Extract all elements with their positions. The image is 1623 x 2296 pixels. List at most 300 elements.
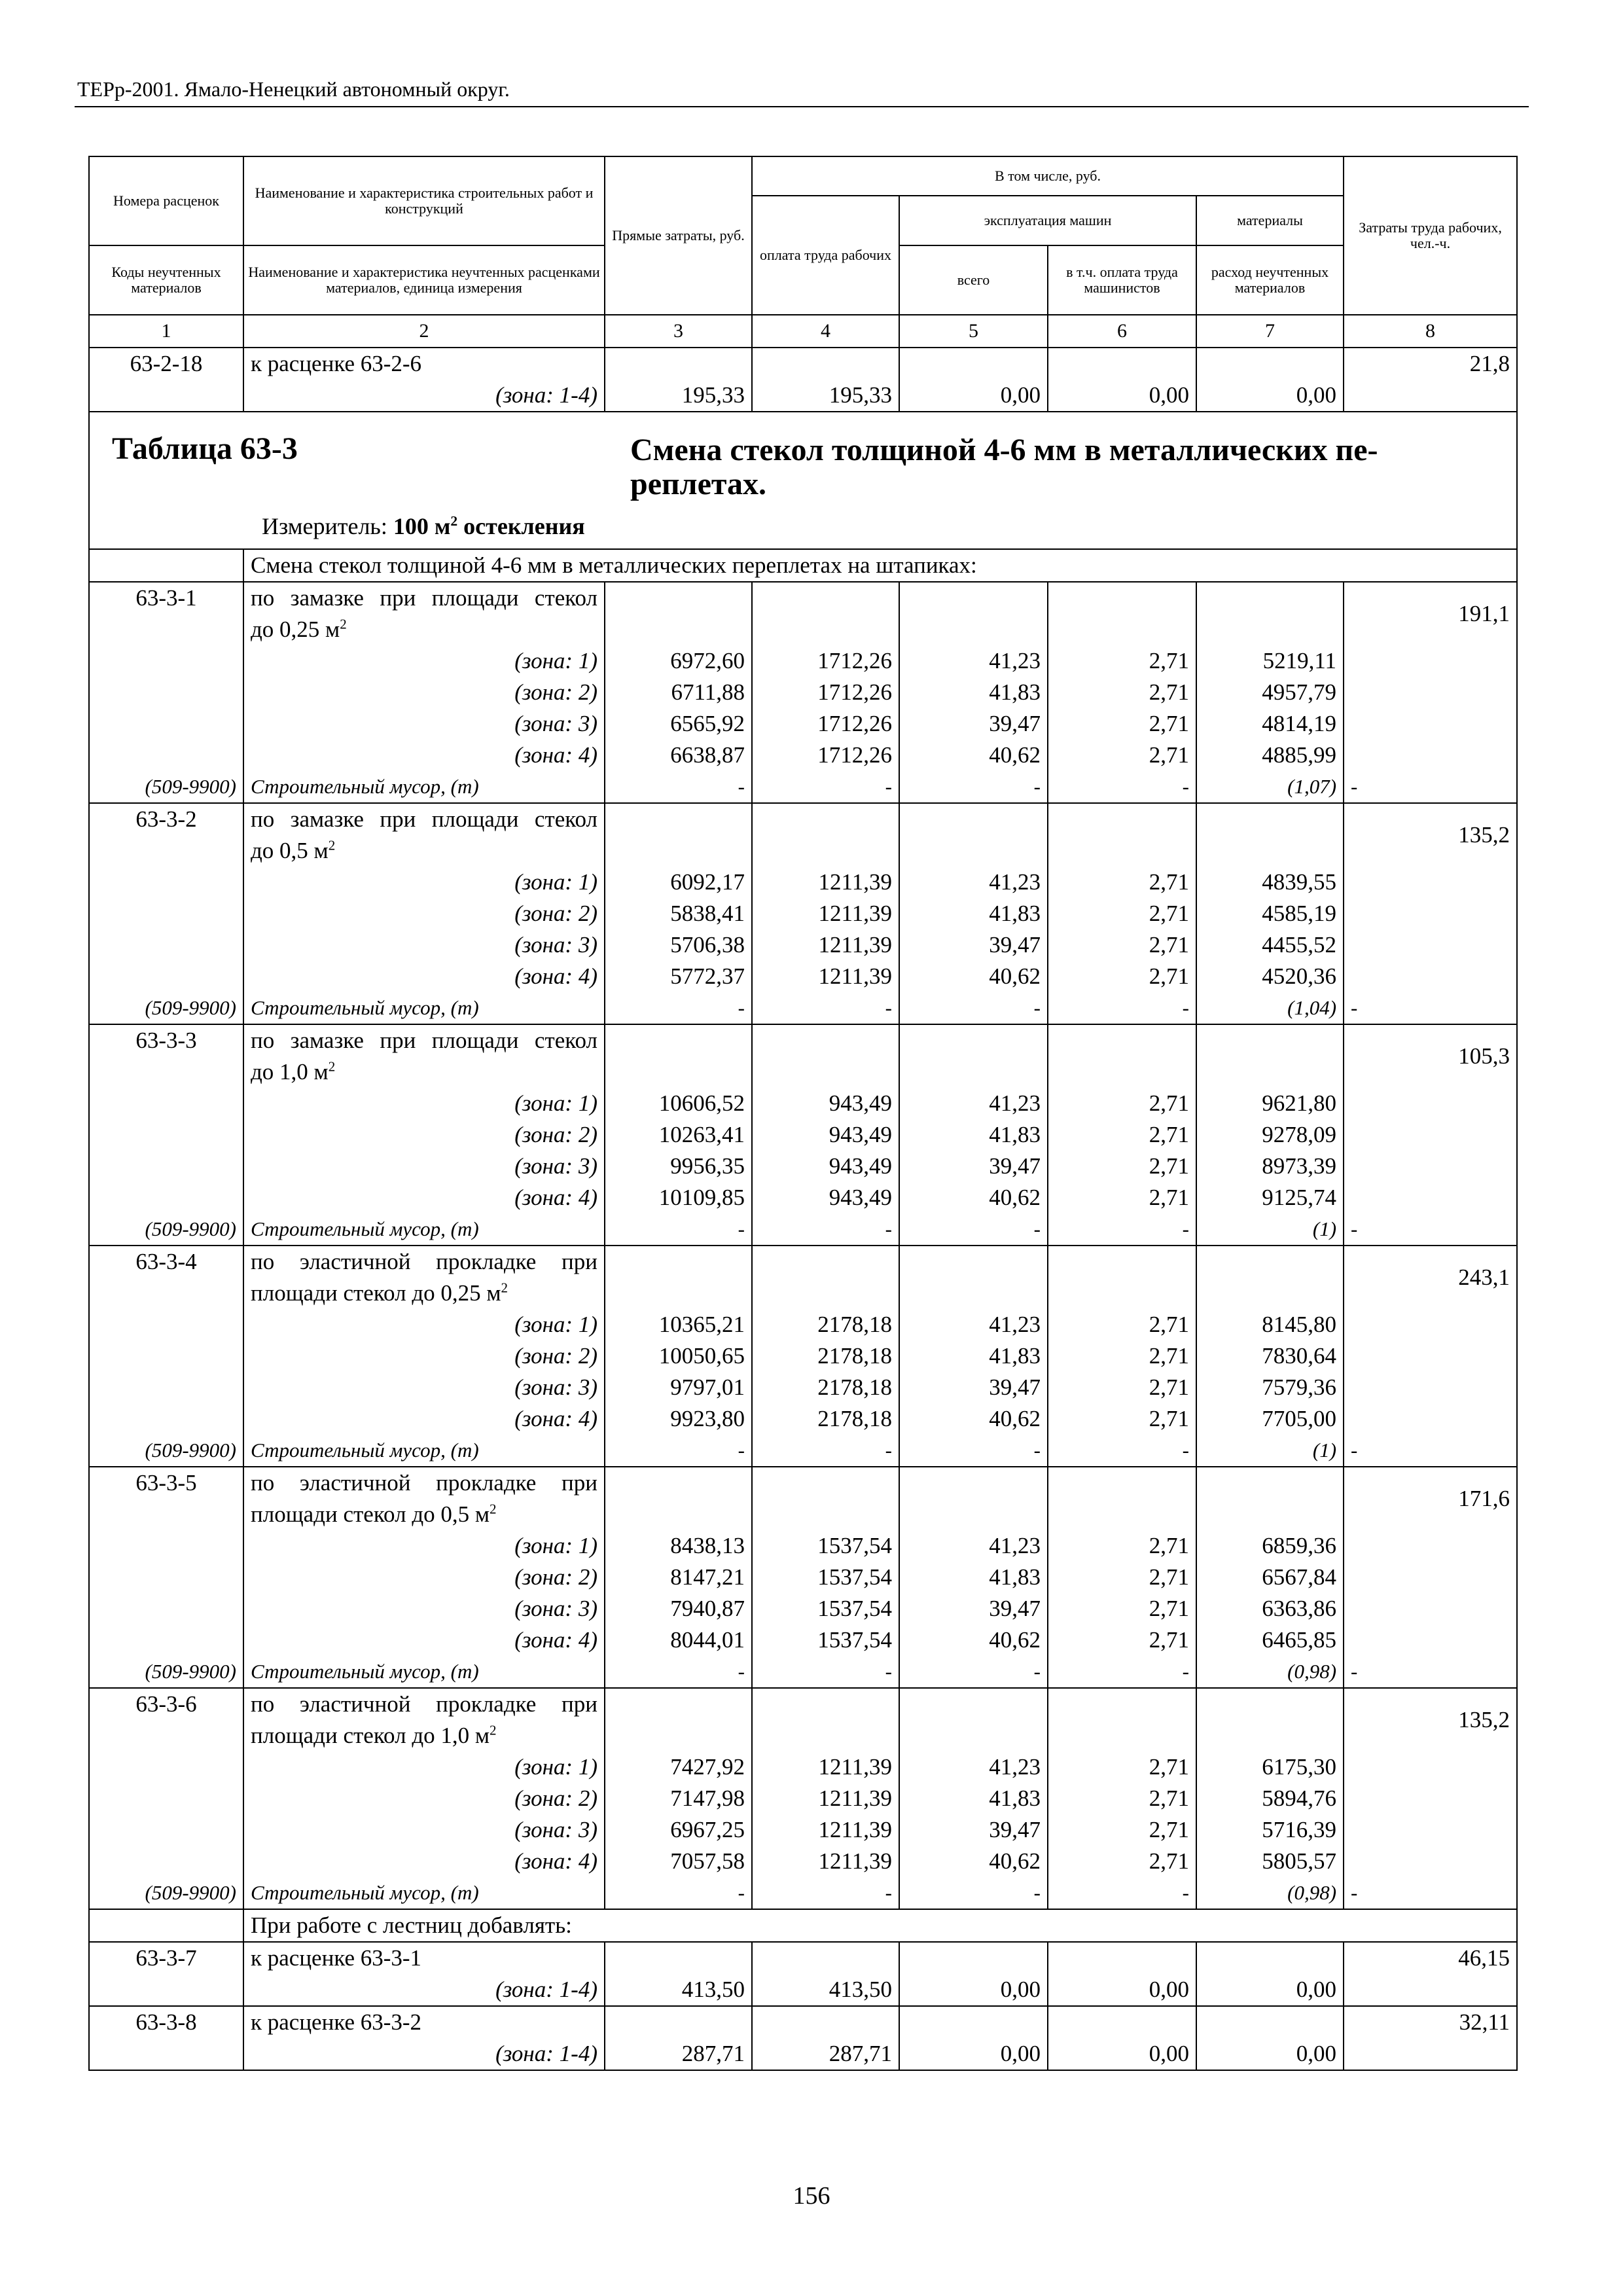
table-row — [89, 1467, 1517, 1499]
hdr-material-codes: Коды неучтенных материалов — [89, 245, 243, 315]
empty-cell — [605, 582, 752, 614]
empty-cell — [89, 1372, 243, 1403]
empty-cell — [89, 1309, 243, 1340]
value-cell: 2,71 — [1048, 1751, 1196, 1783]
value-cell: 0,00 — [1048, 1974, 1196, 2006]
zone-label: (зона: 2) — [243, 1340, 605, 1372]
table-row — [89, 1562, 1517, 1593]
value-cell: 8147,21 — [605, 1562, 752, 1593]
table-title-cell — [89, 412, 1517, 549]
value-cell: 0,00 — [1048, 380, 1196, 412]
empty-cell — [1196, 1688, 1344, 1720]
empty-cell — [1344, 1151, 1517, 1182]
empty-cell — [89, 961, 243, 992]
table-row — [89, 1530, 1517, 1562]
table-row — [89, 1783, 1517, 1814]
empty-cell — [1344, 2038, 1517, 2070]
table-row — [89, 1309, 1517, 1340]
zone-label: (зона: 3) — [243, 1151, 605, 1182]
value-cell: 41,83 — [899, 677, 1048, 708]
empty-cell — [1344, 708, 1517, 740]
value-cell: 1712,26 — [752, 677, 899, 708]
table-row — [89, 1751, 1517, 1783]
value-cell: 2,71 — [1048, 1624, 1196, 1656]
value-cell: 2178,18 — [752, 1309, 899, 1340]
value-cell: 5706,38 — [605, 929, 752, 961]
hdr-direct-costs: Прямые затраты, руб. — [605, 156, 752, 315]
labor-cost: 171,6 — [1344, 1467, 1517, 1530]
zone-label: (зона: 1) — [243, 867, 605, 898]
empty-cell — [1048, 582, 1196, 614]
rate-description-cont: до 0,25 $м^2$ — [243, 614, 605, 645]
value-cell: 2,71 — [1048, 1846, 1196, 1877]
empty-cell — [1196, 835, 1344, 867]
empty-cell — [605, 835, 752, 867]
value-cell: 1211,39 — [752, 1751, 899, 1783]
value-cell: 9956,35 — [605, 1151, 752, 1182]
empty-cell — [89, 677, 243, 708]
value-cell: 4520,36 — [1196, 961, 1344, 992]
material-labor: - — [1344, 992, 1517, 1024]
value-cell: 6175,30 — [1196, 1751, 1344, 1783]
empty-cell — [752, 1499, 899, 1530]
empty-cell — [89, 708, 243, 740]
table-row — [89, 412, 1517, 549]
col-number: 5 — [899, 315, 1048, 348]
zone-label: (зона: 4) — [243, 1624, 605, 1656]
value-cell: 10606,52 — [605, 1088, 752, 1119]
rates-body — [89, 348, 1517, 2070]
empty-cell — [1196, 1942, 1344, 1974]
value-cell: 1211,39 — [752, 898, 899, 929]
table-row — [89, 1403, 1517, 1435]
empty-cell — [89, 1056, 243, 1088]
col-number: 7 — [1196, 315, 1344, 348]
value-cell: 8044,01 — [605, 1624, 752, 1656]
value-cell: 0,00 — [899, 1974, 1048, 2006]
table-row — [89, 1246, 1517, 1278]
empty-cell — [899, 614, 1048, 645]
zone-label: (зона: 4) — [243, 1182, 605, 1213]
empty-cell — [899, 835, 1048, 867]
empty-cell — [1344, 645, 1517, 677]
material-qty: (1,07) — [1196, 771, 1344, 803]
value-cell: 1712,26 — [752, 645, 899, 677]
empty-cell — [1048, 835, 1196, 867]
empty-cell — [605, 614, 752, 645]
material-code: (509-9900) — [89, 1213, 243, 1246]
empty-cell — [899, 2006, 1048, 2038]
value-cell: 943,49 — [752, 1119, 899, 1151]
value-cell: 1712,26 — [752, 708, 899, 740]
empty-cell — [1344, 1593, 1517, 1624]
empty-cell — [752, 1278, 899, 1309]
empty-cell — [1196, 1246, 1344, 1278]
rate-code: 63-2-18 — [89, 348, 243, 380]
value-cell: 2,71 — [1048, 1403, 1196, 1435]
empty-cell — [1048, 1056, 1196, 1088]
hdr-machines: эксплуатация машин — [899, 196, 1196, 245]
value-cell: 9125,74 — [1196, 1182, 1344, 1213]
value-cell: 7147,98 — [605, 1783, 752, 1814]
value-cell: 943,49 — [752, 1182, 899, 1213]
empty-cell — [1344, 1846, 1517, 1877]
hdr-material-names: Наименование и характеристика неучтенных расценками материалов, единица измерения — [243, 245, 605, 315]
empty-cell — [89, 1624, 243, 1656]
col-number: 1 — [89, 315, 243, 348]
table-row — [89, 867, 1517, 898]
rate-code: 63-3-4 — [89, 1246, 243, 1278]
material-name: Строительный мусор, (т) — [243, 1213, 605, 1246]
dash-cell: - — [752, 1877, 899, 1909]
hdr-operator-pay: в т.ч. оплата труда машинистов — [1048, 245, 1196, 315]
value-cell: 943,49 — [752, 1088, 899, 1119]
value-cell: 2,71 — [1048, 1182, 1196, 1213]
rate-code: 63-3-5 — [89, 1467, 243, 1499]
value-cell: 2,71 — [1048, 1562, 1196, 1593]
value-cell: 2,71 — [1048, 1783, 1196, 1814]
material-qty: (0,98) — [1196, 1656, 1344, 1688]
empty-cell — [752, 2006, 899, 2038]
table-row — [89, 961, 1517, 992]
dash-cell: - — [899, 1213, 1048, 1246]
zone-label: (зона: 1-4) — [243, 2038, 605, 2070]
table-row — [89, 614, 1517, 645]
zone-label: (зона: 3) — [243, 1593, 605, 1624]
value-cell: 39,47 — [899, 1814, 1048, 1846]
empty-cell — [1344, 1088, 1517, 1119]
dash-cell: - — [1048, 1213, 1196, 1246]
material-name: Строительный мусор, (т) — [243, 992, 605, 1024]
value-cell: 40,62 — [899, 1846, 1048, 1877]
table-row — [89, 1624, 1517, 1656]
empty-cell — [899, 1056, 1048, 1088]
dash-cell: - — [1048, 771, 1196, 803]
dash-cell: - — [605, 1435, 752, 1467]
empty-cell — [89, 1720, 243, 1751]
dash-cell: - — [752, 992, 899, 1024]
empty-cell — [752, 1688, 899, 1720]
empty-cell — [752, 1024, 899, 1056]
zone-label: (зона: 1) — [243, 1088, 605, 1119]
empty-cell — [752, 803, 899, 835]
value-cell: 10365,21 — [605, 1309, 752, 1340]
value-cell: 5805,57 — [1196, 1846, 1344, 1877]
value-cell: 4957,79 — [1196, 677, 1344, 708]
hdr-material-usage: расход неучтенных материалов — [1196, 245, 1344, 315]
value-cell: 5894,76 — [1196, 1783, 1344, 1814]
empty-cell — [752, 1942, 899, 1974]
dash-cell: - — [1048, 1656, 1196, 1688]
value-cell: 5838,41 — [605, 898, 752, 929]
value-cell: 2,71 — [1048, 1119, 1196, 1151]
value-cell: 2,71 — [1048, 929, 1196, 961]
zone-label: (зона: 3) — [243, 1814, 605, 1846]
labor-cost: 32,11 — [1344, 2006, 1517, 2038]
empty-cell — [89, 1593, 243, 1624]
table-row — [89, 1877, 1517, 1909]
empty-cell — [752, 348, 899, 380]
zone-label: (зона: 3) — [243, 708, 605, 740]
value-cell: 4455,52 — [1196, 929, 1344, 961]
material-labor: - — [1344, 1213, 1517, 1246]
empty-cell — [605, 1499, 752, 1530]
table-row — [89, 1656, 1517, 1688]
dash-cell: - — [752, 771, 899, 803]
value-cell: 6092,17 — [605, 867, 752, 898]
hdr-rate-numbers: Номера расценок — [89, 156, 243, 245]
empty-cell — [605, 1467, 752, 1499]
empty-cell — [89, 1751, 243, 1783]
empty-cell — [752, 835, 899, 867]
table-row — [89, 1088, 1517, 1119]
measure-value: 100 $м^2$ остекления — [393, 513, 585, 539]
empty-cell — [89, 1974, 243, 2006]
value-cell: 195,33 — [605, 380, 752, 412]
value-cell: 10263,41 — [605, 1119, 752, 1151]
value-cell: 9278,09 — [1196, 1119, 1344, 1151]
empty-cell — [1196, 1720, 1344, 1751]
rate-description: к расценке 63-3-2 — [243, 2006, 605, 2038]
empty-cell — [89, 740, 243, 771]
empty-cell — [1196, 582, 1344, 614]
zone-label: (зона: 2) — [243, 1119, 605, 1151]
empty-cell — [752, 1246, 899, 1278]
value-cell: 41,23 — [899, 1088, 1048, 1119]
value-cell: 39,47 — [899, 1151, 1048, 1182]
value-cell: 6565,92 — [605, 708, 752, 740]
empty-cell — [89, 1340, 243, 1372]
running-head: ТЕРр-2001. Ямало-Ненецкий автономный округ. — [77, 77, 510, 101]
empty-cell — [89, 1909, 243, 1942]
empty-cell — [1196, 1499, 1344, 1530]
value-cell: 41,83 — [899, 898, 1048, 929]
empty-cell — [89, 1499, 243, 1530]
empty-cell — [1344, 677, 1517, 708]
table-row — [89, 1340, 1517, 1372]
value-cell: 1712,26 — [752, 740, 899, 771]
rate-description: по замазке при площади стекол — [243, 1024, 605, 1056]
value-cell: 413,50 — [752, 1974, 899, 2006]
empty-cell — [899, 1499, 1048, 1530]
value-cell: 1211,39 — [752, 867, 899, 898]
empty-cell — [899, 1467, 1048, 1499]
empty-cell — [1344, 961, 1517, 992]
value-cell: 40,62 — [899, 1624, 1048, 1656]
value-cell: 4885,99 — [1196, 740, 1344, 771]
col-number: 6 — [1048, 315, 1196, 348]
section-heading: При работе с лестниц добавлять: — [243, 1909, 1517, 1942]
page-number: 156 — [793, 2182, 830, 2210]
value-cell: 41,23 — [899, 1309, 1048, 1340]
value-cell: 2,71 — [1048, 1309, 1196, 1340]
value-cell: 6859,36 — [1196, 1530, 1344, 1562]
empty-cell — [89, 1151, 243, 1182]
value-cell: 2,71 — [1048, 1530, 1196, 1562]
value-cell: 4814,19 — [1196, 708, 1344, 740]
value-cell: 6363,86 — [1196, 1593, 1344, 1624]
value-cell: 2,71 — [1048, 867, 1196, 898]
empty-cell — [89, 1088, 243, 1119]
empty-cell — [899, 1942, 1048, 1974]
value-cell: 6972,60 — [605, 645, 752, 677]
value-cell: 2178,18 — [752, 1372, 899, 1403]
empty-cell — [1048, 2006, 1196, 2038]
table-row — [89, 1974, 1517, 2006]
empty-cell — [89, 898, 243, 929]
rate-code: 63-3-7 — [89, 1942, 243, 1974]
table-row — [89, 835, 1517, 867]
value-cell: 2,71 — [1048, 1814, 1196, 1846]
dash-cell: - — [605, 1877, 752, 1909]
value-cell: 1537,54 — [752, 1593, 899, 1624]
dash-cell: - — [752, 1435, 899, 1467]
rate-description-cont: до 1,0 $м^2$ — [243, 1056, 605, 1088]
value-cell: 0,00 — [899, 2038, 1048, 2070]
table-row — [89, 348, 1517, 380]
col-number: 8 — [1344, 315, 1517, 348]
empty-cell — [899, 348, 1048, 380]
rate-description-cont: до 0,5 $м^2$ — [243, 835, 605, 867]
value-cell: 6967,25 — [605, 1814, 752, 1846]
value-cell: 1537,54 — [752, 1562, 899, 1593]
value-cell: 10050,65 — [605, 1340, 752, 1372]
material-labor: - — [1344, 771, 1517, 803]
table-title — [96, 412, 1510, 548]
value-cell: 40,62 — [899, 740, 1048, 771]
empty-cell — [899, 582, 1048, 614]
value-cell: 1537,54 — [752, 1530, 899, 1562]
dash-cell: - — [899, 1877, 1048, 1909]
table-row — [89, 771, 1517, 803]
value-cell: 1211,39 — [752, 961, 899, 992]
table-row — [89, 1119, 1517, 1151]
dash-cell: - — [1048, 1877, 1196, 1909]
value-cell: 7940,87 — [605, 1593, 752, 1624]
value-cell: 0,00 — [1048, 2038, 1196, 2070]
value-cell: 39,47 — [899, 929, 1048, 961]
empty-cell — [1048, 1246, 1196, 1278]
value-cell: 9621,80 — [1196, 1088, 1344, 1119]
empty-cell — [1344, 1182, 1517, 1213]
empty-cell — [752, 1720, 899, 1751]
empty-cell — [1344, 1340, 1517, 1372]
rate-description: к расценке 63-3-1 — [243, 1942, 605, 1974]
empty-cell — [899, 1246, 1048, 1278]
rate-description: по замазке при площади стекол — [243, 582, 605, 614]
dash-cell: - — [605, 1213, 752, 1246]
labor-cost: 21,8 — [1344, 348, 1517, 380]
dash-cell: - — [752, 1213, 899, 1246]
value-cell: 7830,64 — [1196, 1340, 1344, 1372]
table-row — [89, 740, 1517, 771]
table-row — [89, 1213, 1517, 1246]
header-rule — [75, 106, 1529, 107]
rate-description: по замазке при площади стекол — [243, 803, 605, 835]
value-cell: 7579,36 — [1196, 1372, 1344, 1403]
empty-cell — [1344, 1119, 1517, 1151]
empty-cell — [89, 1530, 243, 1562]
hdr-labor-costs: Затраты труда рабочих, чел.-ч. — [1344, 156, 1517, 315]
zone-label: (зона: 1-4) — [243, 1974, 605, 2006]
empty-cell — [752, 1056, 899, 1088]
zone-label: (зона: 2) — [243, 677, 605, 708]
table-row — [89, 1372, 1517, 1403]
empty-cell — [605, 1024, 752, 1056]
zone-label: (зона: 3) — [243, 1372, 605, 1403]
empty-cell — [1344, 1624, 1517, 1656]
col-number: 4 — [752, 315, 899, 348]
value-cell: 40,62 — [899, 1403, 1048, 1435]
empty-cell — [1344, 380, 1517, 412]
empty-cell — [1048, 1278, 1196, 1309]
table-row — [89, 1499, 1517, 1530]
empty-cell — [89, 867, 243, 898]
value-cell: 2178,18 — [752, 1340, 899, 1372]
hdr-machines-total: всего — [899, 245, 1048, 315]
empty-cell — [1344, 1974, 1517, 2006]
value-cell: 6567,84 — [1196, 1562, 1344, 1593]
material-qty: (1,04) — [1196, 992, 1344, 1024]
empty-cell — [1048, 1688, 1196, 1720]
value-cell: 8438,13 — [605, 1530, 752, 1562]
empty-cell — [1344, 1372, 1517, 1403]
value-cell: 287,71 — [752, 2038, 899, 2070]
empty-cell — [89, 1814, 243, 1846]
table-row — [89, 1846, 1517, 1877]
rate-code: 63-3-2 — [89, 803, 243, 835]
value-cell: 40,62 — [899, 961, 1048, 992]
material-code: (509-9900) — [89, 1877, 243, 1909]
zone-label: (зона: 1) — [243, 645, 605, 677]
value-cell: 41,23 — [899, 1751, 1048, 1783]
value-cell: 0,00 — [1196, 1974, 1344, 2006]
table-number: Таблица 63-3 — [112, 431, 298, 466]
hdr-including: В том числе, руб. — [752, 156, 1344, 196]
value-cell: 4839,55 — [1196, 867, 1344, 898]
empty-cell — [89, 1278, 243, 1309]
value-cell: 2,71 — [1048, 708, 1196, 740]
table-row — [89, 380, 1517, 412]
table-row — [89, 582, 1517, 614]
table-row — [89, 677, 1517, 708]
value-cell: 41,83 — [899, 1562, 1048, 1593]
labor-cost: 105,3 — [1344, 1024, 1517, 1088]
value-cell: 7057,58 — [605, 1846, 752, 1877]
empty-cell — [89, 929, 243, 961]
empty-cell — [1344, 898, 1517, 929]
empty-cell — [899, 1688, 1048, 1720]
empty-cell — [1048, 1942, 1196, 1974]
empty-cell — [605, 348, 752, 380]
empty-cell — [89, 1403, 243, 1435]
value-cell: 0,00 — [899, 380, 1048, 412]
empty-cell — [1048, 803, 1196, 835]
empty-cell — [605, 803, 752, 835]
empty-cell — [1344, 1530, 1517, 1562]
table-row — [89, 2038, 1517, 2070]
labor-cost: 191,1 — [1344, 582, 1517, 645]
value-cell: 2178,18 — [752, 1403, 899, 1435]
empty-cell — [1344, 867, 1517, 898]
value-cell: 2,71 — [1048, 1088, 1196, 1119]
empty-cell — [1344, 1403, 1517, 1435]
empty-cell — [605, 1246, 752, 1278]
empty-cell — [1048, 348, 1196, 380]
value-cell: 5219,11 — [1196, 645, 1344, 677]
empty-cell — [1344, 1814, 1517, 1846]
empty-cell — [89, 1846, 243, 1877]
